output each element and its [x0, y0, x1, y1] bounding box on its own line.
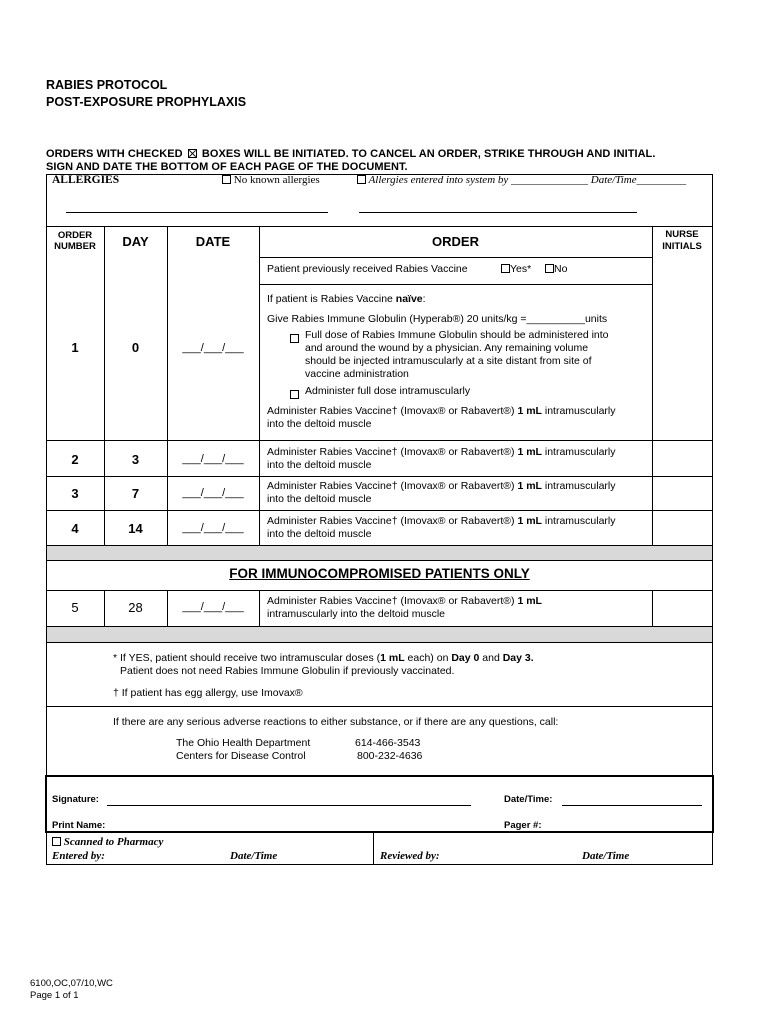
row5-vaccine-line1	[267, 595, 542, 608]
rig-option2: Administer full dose intramuscularly	[305, 385, 471, 397]
yes-footnote	[113, 652, 534, 665]
allergies-label: ALLERGIES	[52, 174, 120, 186]
rig-dose-line: Give Rabies Immune Globulin (Hyperab®) 20 units/kg =__________units	[267, 313, 608, 325]
row5-order-number: 5	[71, 600, 79, 615]
row2-vaccine-dose: 1 mL	[517, 446, 542, 458]
prev-received-question: Patient previously received Rabies Vaccine	[267, 263, 468, 275]
yes-label: Yes*	[510, 263, 532, 275]
row4-vaccine-line1	[267, 515, 616, 528]
no-known-allergies-label: No known allergies	[233, 174, 320, 186]
allergies-entered-checkbox[interactable]	[357, 175, 366, 184]
checked-box-icon	[188, 149, 197, 158]
row1-date-field[interactable]: ___/___/___	[182, 342, 244, 354]
reviewed-by-label: Reviewed by:	[380, 850, 440, 862]
no-label: No	[554, 263, 568, 275]
entered-datetime-label: Date/Time	[230, 850, 278, 862]
rig-option1-line2: and around the wound by a physician. Any remaining volume	[305, 342, 589, 354]
yes-note-d: Day 0	[451, 652, 480, 664]
entered-by-label: Entered by:	[52, 850, 105, 862]
row3-vaccine-dose: 1 mL	[517, 480, 542, 492]
yes-note-f: Day 3.	[502, 652, 534, 664]
allergies-entered-option[interactable]	[357, 174, 686, 186]
contact-ohio-name: The Ohio Health Department	[176, 737, 311, 749]
row1-vaccine-dose: 1 mL	[517, 405, 542, 417]
instructions-part2: BOXES WILL BE INITIATED. TO CANCEL AN ORDER, STRIKE THROUGH AND INITIAL.	[201, 148, 656, 160]
instructions-line2: SIGN AND DATE THE BOTTOM OF EACH PAGE OF THE DOCUMENT.	[46, 161, 408, 173]
row3-vaccine-prefix: Administer Rabies Vaccine† (Imovax® or Rabavert®)	[267, 480, 518, 492]
row5-vaccine-prefix: Administer Rabies Vaccine† (Imovax® or Rabavert®)	[267, 595, 518, 607]
naive-suffix: :	[422, 293, 426, 305]
page-number: Page 1 of 1	[30, 990, 79, 1001]
row4-vaccine-suffix: intramuscularly	[541, 515, 616, 527]
row4-order-number: 4	[71, 521, 79, 536]
contact-cdc-phone: 800-232-4636	[357, 750, 423, 762]
row2-order-number: 2	[71, 452, 79, 467]
form-title-line1: RABIES PROTOCOL	[46, 78, 168, 92]
allergies-entered-label: Allergies entered into system by ______________ Date/Time_________	[368, 174, 687, 186]
naive-prefix: If patient is Rabies Vaccine	[267, 293, 396, 305]
no-checkbox[interactable]	[545, 264, 554, 273]
row4-day: 14	[128, 521, 143, 536]
rig-wound-checkbox[interactable]	[290, 334, 299, 343]
signature-field[interactable]	[107, 805, 471, 806]
allergies-blank-1[interactable]	[66, 212, 328, 213]
row5-vaccine-dose: 1 mL	[517, 595, 542, 607]
yes-footnote-line2: Patient does not need Rabies Immune Globulin if previously vaccinated.	[120, 665, 455, 677]
yes-note-e: and	[479, 652, 503, 664]
row5-day: 28	[128, 600, 143, 615]
row5-date-field[interactable]: ___/___/___	[182, 601, 244, 613]
separator-band-1	[47, 546, 712, 560]
row3-vaccine-line1	[267, 480, 616, 493]
separator-band-2	[47, 627, 712, 642]
row1-vaccine-line2: into the deltoid muscle	[267, 418, 372, 430]
signature-datetime-label: Date/Time:	[504, 794, 553, 805]
row4-date-field[interactable]: ___/___/___	[182, 522, 244, 534]
row3-day: 7	[131, 486, 140, 501]
naive-heading	[267, 293, 426, 306]
yes-note-c: each) on	[404, 652, 452, 664]
pager-label: Pager #:	[504, 820, 542, 831]
col-header-order-number: ORDER NUMBER	[54, 230, 96, 252]
immunocompromised-heading: FOR IMMUNOCOMPROMISED PATIENTS ONLY	[229, 566, 530, 581]
row3-date-field[interactable]: ___/___/___	[182, 487, 244, 499]
col-header-order: ORDER	[432, 234, 479, 249]
reviewed-datetime-label: Date/Time	[582, 850, 630, 862]
row1-day: 0	[131, 340, 140, 355]
instructions-part1: ORDERS WITH CHECKED	[46, 148, 183, 160]
yes-note-a: * If YES, patient should receive two intramuscular doses (	[113, 652, 381, 664]
no-known-allergies-checkbox[interactable]	[222, 175, 231, 184]
row3-vaccine-suffix: intramuscularly	[541, 480, 616, 492]
rig-im-checkbox[interactable]	[290, 390, 299, 399]
contact-ohio-phone: 614-466-3543	[355, 737, 421, 749]
signature-datetime-field[interactable]	[562, 805, 702, 806]
instructions-line1	[46, 148, 655, 161]
col-header-day: DAY	[122, 234, 149, 249]
row4-vaccine-dose: 1 mL	[517, 515, 542, 527]
form-title-line2: POST-EXPOSURE PROPHYLAXIS	[46, 95, 247, 109]
scanned-to-pharmacy-label: Scanned to Pharmacy	[63, 836, 164, 848]
prev-received-no[interactable]	[545, 263, 567, 276]
row1-vaccine-suffix: intramuscularly	[541, 405, 616, 417]
row1-order-number: 1	[71, 340, 79, 355]
row4-vaccine-prefix: Administer Rabies Vaccine† (Imovax® or Rabavert®)	[267, 515, 518, 527]
prev-received-yes[interactable]	[501, 263, 531, 276]
scanned-to-pharmacy-option[interactable]	[52, 836, 163, 848]
col-header-date: DATE	[195, 234, 231, 249]
row2-vaccine-suffix: intramuscularly	[541, 446, 616, 458]
allergies-blank-2[interactable]	[359, 212, 637, 213]
print-name-label: Print Name:	[52, 820, 106, 831]
row2-vaccine-line1	[267, 446, 616, 459]
signature-label: Signature:	[52, 794, 99, 805]
rig-option1-line4: vaccine administration	[305, 368, 409, 380]
row1-vaccine-prefix: Administer Rabies Vaccine† (Imovax® or Rabavert®)	[267, 405, 518, 417]
rig-option1-line3: should be injected intramuscularly at a site distant from site of	[305, 355, 592, 367]
row4-vaccine-line2: into the deltoid muscle	[267, 528, 372, 540]
rig-option1-line1: Full dose of Rabies Immune Globulin should be administered into	[305, 329, 609, 341]
scanned-to-pharmacy-checkbox[interactable]	[52, 837, 61, 846]
no-known-allergies-option[interactable]	[222, 174, 320, 186]
contact-cdc-name: Centers for Disease Control	[176, 750, 306, 762]
row2-day: 3	[131, 452, 140, 467]
row3-order-number: 3	[71, 486, 79, 501]
row3-vaccine-line2: into the deltoid muscle	[267, 493, 372, 505]
row1-vaccine-line1	[267, 405, 616, 418]
row5-vaccine-line2: intramuscularly into the deltoid muscle	[267, 608, 445, 620]
row2-vaccine-line2: into the deltoid muscle	[267, 459, 372, 471]
egg-allergy-footnote: † If patient has egg allergy, use Imovax®	[113, 687, 303, 699]
col-header-nurse-initials: NURSE INITIALS	[662, 229, 702, 252]
yes-checkbox[interactable]	[501, 264, 510, 273]
row2-date-field[interactable]: ___/___/___	[182, 453, 244, 465]
yes-note-b: 1 mL	[380, 652, 405, 664]
questions-text: If there are any serious adverse reactions to either substance, or if there are any questions, call:	[113, 716, 559, 728]
naive-bold: naïve	[395, 293, 423, 305]
form-code: 6100,OC,07/10,WC	[30, 978, 113, 989]
row2-vaccine-prefix: Administer Rabies Vaccine† (Imovax® or Rabavert®)	[267, 446, 518, 458]
